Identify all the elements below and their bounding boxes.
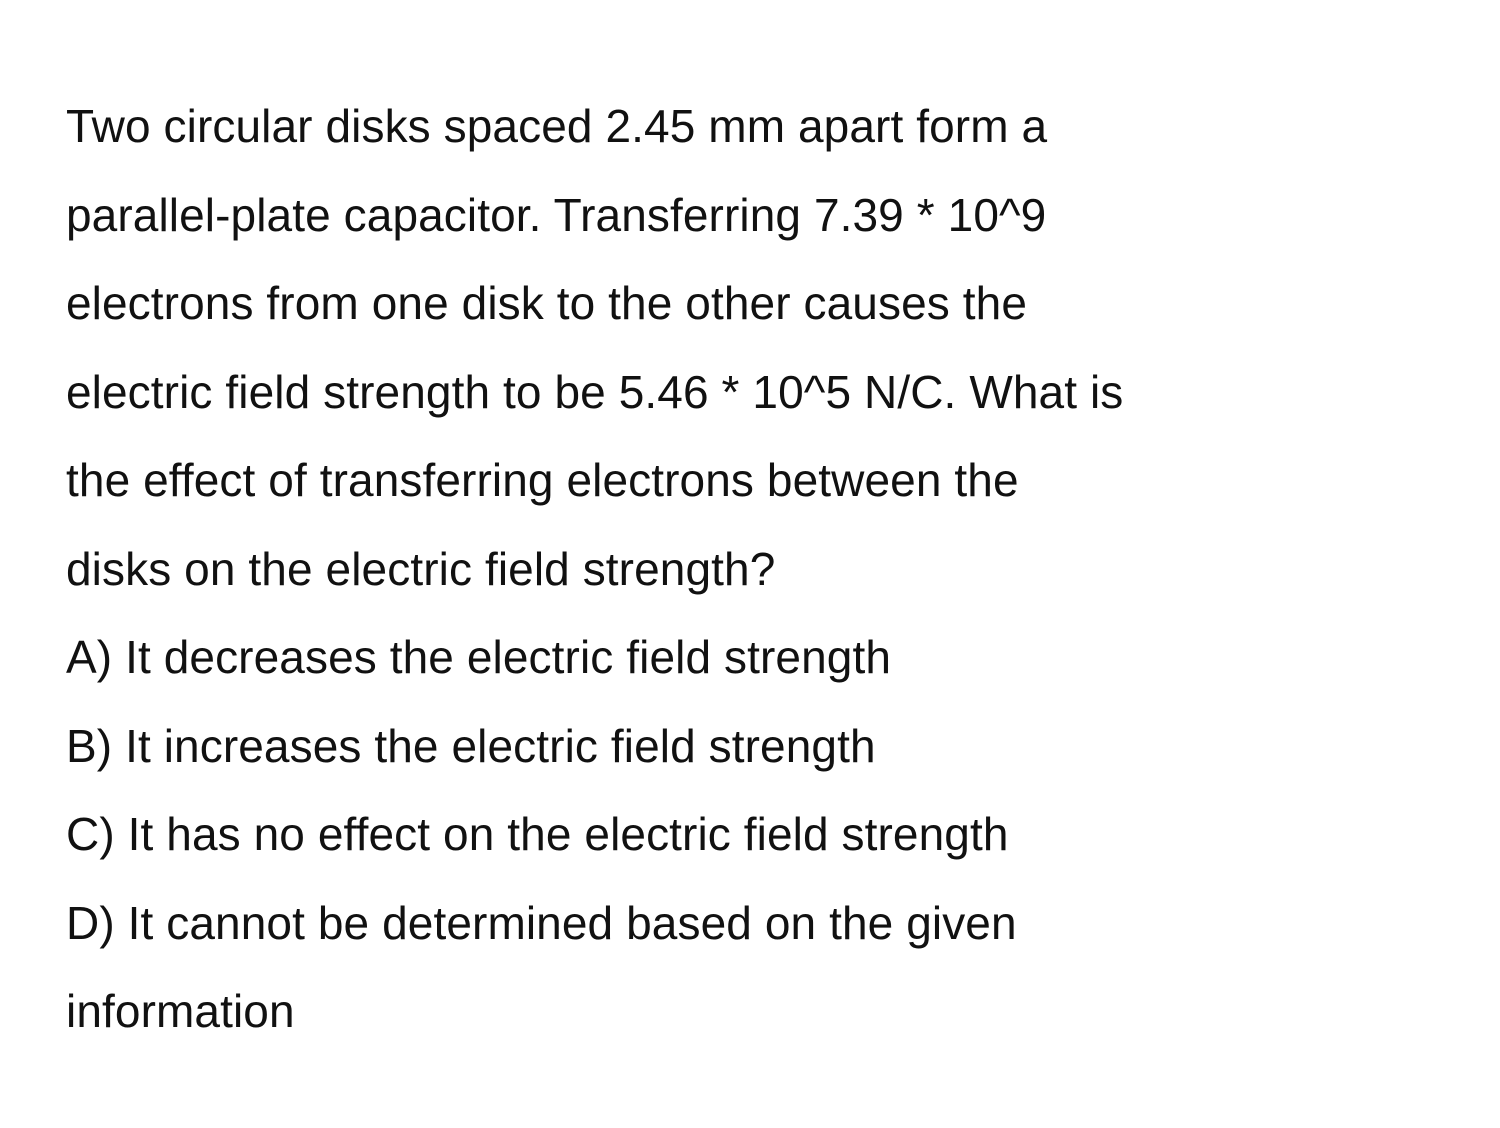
question-line: the effect of transferring electrons between the — [66, 454, 1019, 506]
option-d-text-continued: information — [66, 985, 295, 1037]
option-d-text: D) It cannot be determined based on the given — [66, 896, 1017, 949]
question-block — [66, 82, 1466, 1056]
question-text — [66, 82, 1466, 613]
option-a — [66, 613, 1466, 702]
option-d — [66, 879, 1466, 1056]
question-line: electric field strength to be 5.46 * 10^5 N/C. What is — [66, 365, 1124, 418]
option-a-text: A) It decreases the electric field strength — [66, 631, 892, 683]
option-c — [66, 790, 1466, 879]
answer-options — [66, 613, 1466, 1056]
question-line: Two circular disks spaced 2.45 mm apart form a — [66, 100, 1048, 152]
option-b — [66, 702, 1466, 791]
option-c-text: C) It has no effect on the electric field strength — [66, 808, 1009, 860]
question-line: electrons from one disk to the other causes the — [66, 277, 1027, 329]
option-b-text: B) It increases the electric field strength — [66, 719, 876, 772]
question-line: parallel-plate capacitor. Transferring 7.39 * 10^9 — [66, 188, 1047, 241]
question-line: disks on the electric field strength? — [66, 542, 776, 595]
